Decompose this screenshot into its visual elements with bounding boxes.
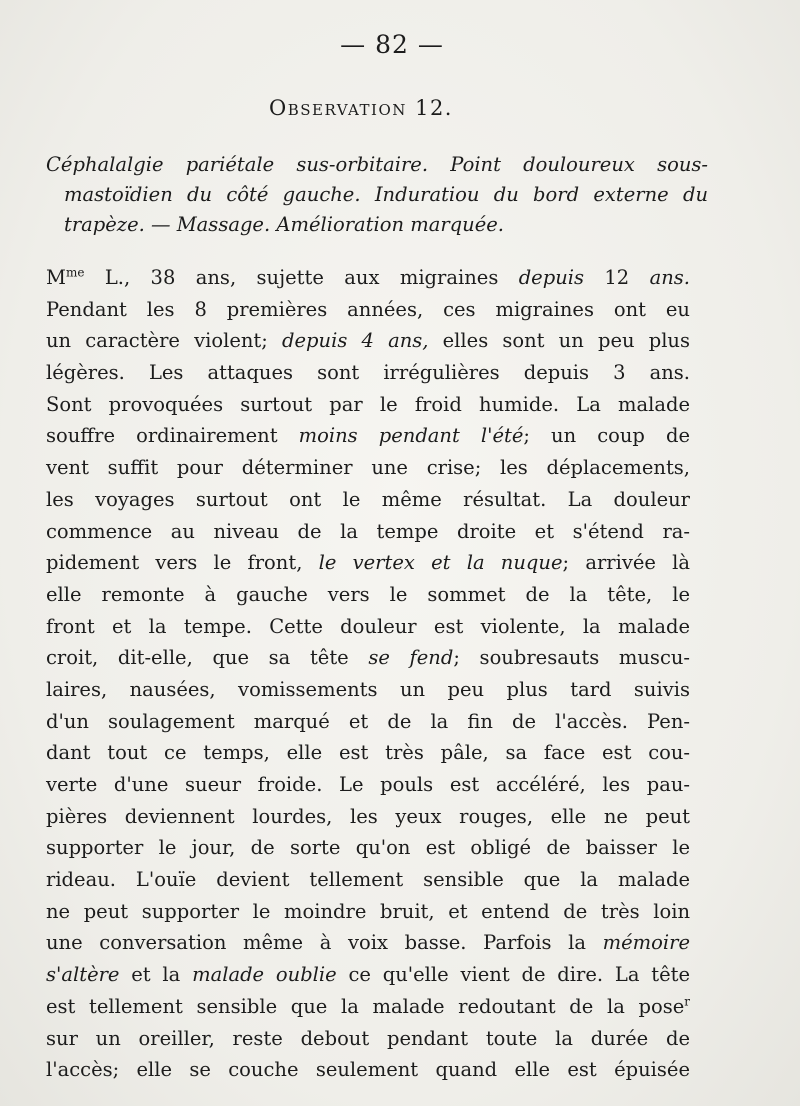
- observation-title: Observation 12.: [269, 96, 453, 120]
- body-line: [46, 896, 690, 928]
- italic-text: le vertex et la nuque: [318, 551, 563, 575]
- body-line: [46, 864, 690, 896]
- superscript-text: me: [65, 265, 85, 280]
- body-line: [46, 1023, 690, 1055]
- text-run: front et la tempe. Cette douleur est violente, la malade: [46, 614, 690, 638]
- text-run: ; un coup de: [523, 424, 690, 448]
- superscript-text: r: [684, 994, 690, 1009]
- text-run: et la: [119, 963, 193, 987]
- text-run: elles sont un peu plus: [428, 329, 690, 353]
- body-line: [46, 516, 690, 548]
- body-line: [46, 991, 690, 1023]
- italic-text: malade oublie: [192, 963, 337, 987]
- summary-line: mastoïdien du côté gauche. Induratiou du bord externe du: [64, 183, 708, 206]
- body-line: [46, 579, 690, 611]
- italic-text: mémoire: [602, 931, 690, 955]
- text-run: laires, nausées, vomissements un peu plus tard suivis: [46, 677, 690, 701]
- text-run: L., 38 ans, sujette aux migraines: [84, 266, 519, 289]
- body-line: [46, 706, 690, 738]
- text-run: M: [46, 266, 66, 289]
- body-line: [46, 801, 690, 833]
- text-run: ; arrivée là: [562, 551, 691, 575]
- text-run: dant tout ce temps, elle est très pâle, sa face est cou-: [46, 741, 690, 765]
- text-run: une conversation même à voix basse. Parfois la: [46, 931, 603, 955]
- text-run: l'accès; elle se couche seulement quand elle est épuisée: [46, 1058, 690, 1082]
- body-line: [46, 674, 690, 706]
- case-body-text: [46, 262, 690, 1086]
- text-run: ce qu'elle vient de dire. La tête: [336, 963, 690, 987]
- body-line: [46, 294, 690, 326]
- text-run: vent suffit pour déterminer une crise; les déplacements,: [46, 456, 690, 480]
- body-line: [46, 420, 690, 452]
- italic-text: se fend: [368, 646, 454, 670]
- text-run: 12: [584, 266, 650, 289]
- body-line: [46, 1054, 690, 1086]
- text-run: les voyages surtout ont le même résultat. La douleur: [46, 487, 690, 511]
- text-run: croit, dit-elle, que sa tête: [46, 646, 369, 670]
- summary-line: Céphalalgie pariétale sus-orbitaire. Point douloureux sous-: [46, 153, 708, 176]
- body-line: [46, 389, 690, 421]
- italic-text: ans.: [649, 266, 690, 289]
- body-line: [46, 357, 690, 389]
- page-number: — 82 —: [340, 30, 444, 59]
- text-run: souffre ordinairement: [46, 424, 299, 448]
- body-line: [46, 737, 690, 769]
- body-line: [46, 611, 690, 643]
- body-line: [46, 832, 690, 864]
- text-run: sur un oreiller, reste debout pendant toute la durée de: [46, 1026, 690, 1050]
- body-line: [46, 959, 690, 991]
- body-line: [46, 325, 690, 357]
- text-run: pières deviennent lourdes, les yeux rouges, elle ne peut: [46, 804, 690, 828]
- body-line: [46, 262, 690, 294]
- text-run: d'un soulagement marqué et de la fin de l'accès. Pen-: [46, 709, 690, 733]
- text-run: légères. Les attaques sont irrégulières depuis 3 ans.: [46, 361, 690, 385]
- text-run: ne peut supporter le moindre bruit, et entend de très loin: [46, 899, 690, 923]
- body-line: [46, 927, 690, 959]
- italic-text: depuis: [518, 266, 585, 289]
- italic-text: depuis 4 ans,: [282, 329, 429, 353]
- text-run: commence au niveau de la tempe droite et s'étend ra-: [46, 519, 690, 543]
- body-line: [46, 769, 690, 801]
- text-run: Sont provoquées surtout par le froid humide. La malade: [46, 392, 690, 416]
- body-line: [46, 547, 690, 579]
- text-run: verte d'une sueur froide. Le pouls est accéléré, les pau-: [46, 773, 690, 796]
- italic-text: s'altère: [46, 963, 120, 987]
- body-line: [46, 642, 690, 674]
- body-line: [46, 452, 690, 484]
- italic-text: moins pendant l'été: [298, 424, 524, 448]
- text-run: ; soubresauts muscu-: [453, 646, 691, 670]
- case-summary: [46, 150, 708, 240]
- text-run: est tellement sensible que la malade redoutant de la pose: [46, 994, 685, 1018]
- text-run: Pendant les 8 premières années, ces migraines ont eu: [46, 297, 690, 321]
- text-run: un caractère violent;: [46, 329, 283, 353]
- text-run: pidement vers le front,: [46, 551, 319, 575]
- text-run: elle remonte à gauche vers le sommet de la tête, le: [46, 582, 690, 606]
- body-line: [46, 484, 690, 516]
- text-run: rideau. L'ouïe devient tellement sensible que la malade: [46, 868, 690, 892]
- summary-line: trapèze. — Massage. Amélioration marquée.: [64, 213, 504, 236]
- text-run: supporter le jour, de sorte qu'on est obligé de baisser le: [46, 836, 690, 860]
